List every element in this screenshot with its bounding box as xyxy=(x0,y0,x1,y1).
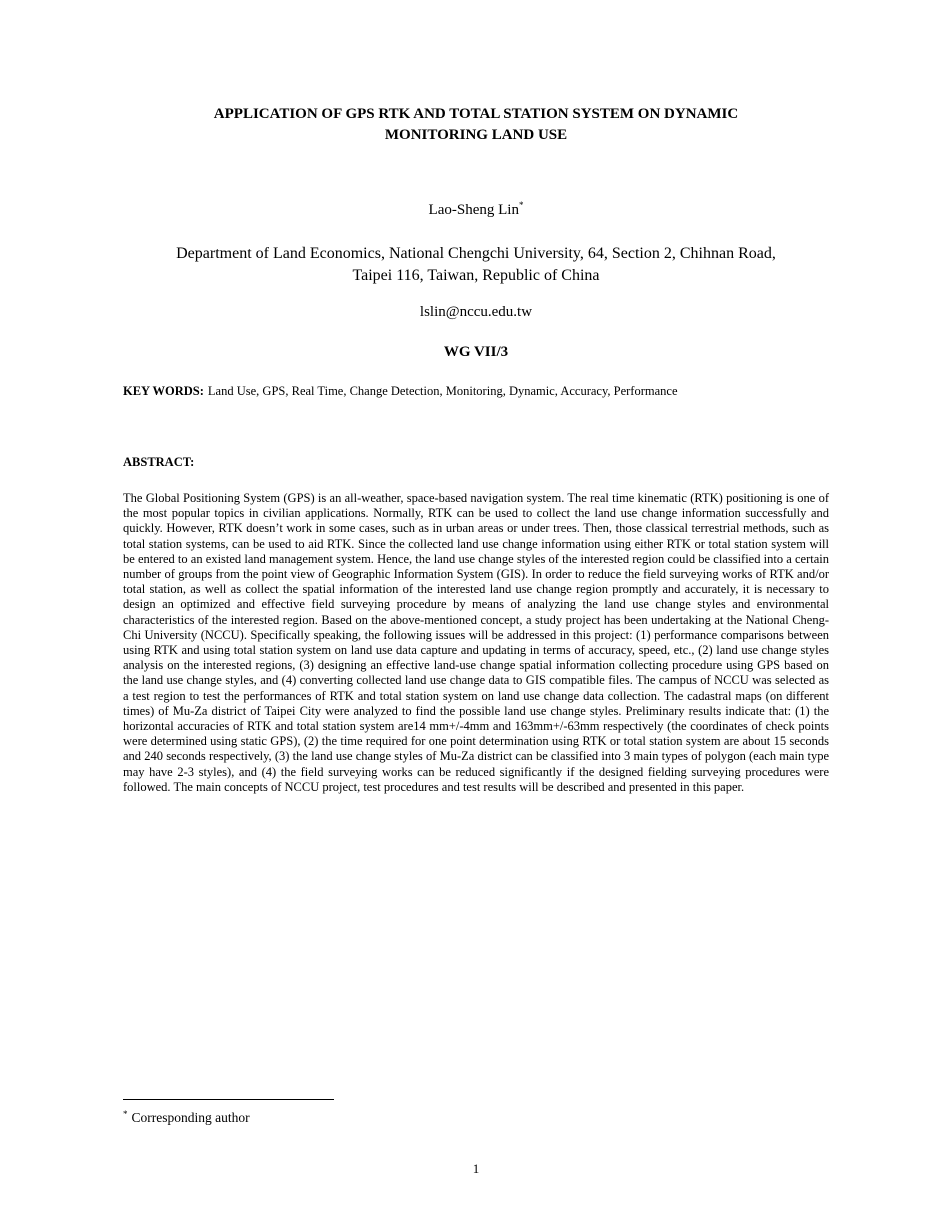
paper-title xyxy=(0,104,952,146)
footnote-marker: * xyxy=(123,1108,128,1119)
author-email: lslin@nccu.edu.tw xyxy=(419,304,533,320)
affiliation-line-1: Department of Land Economics, National Chengchi University, 64, Section 2, Chihnan Road, xyxy=(176,245,776,262)
keywords-label: KEY WORDS: xyxy=(123,384,204,398)
footnote xyxy=(123,1110,250,1126)
affiliation-line-2: Taipei 116, Taiwan, Republic of China xyxy=(352,266,600,284)
footnote-divider xyxy=(123,1099,334,1100)
keywords-text: Land Use, GPS, Real Time, Change Detection, Monitoring, Dynamic, Accuracy, Performance xyxy=(207,384,678,398)
abstract-text: The Global Positioning System (GPS) is an all-weather, space-based navigation system. The real time kinematic (RTK) positioning is one of the most popular topics in civilian applications. Normally, RTK can be used to collect the land use change information successfully and quickly. However, RTK doesn’t work in some cases, such as in urban areas or under trees. Then, those classical terrestrial methods, such as total station systems, can be used to aid RTK. Since the collected land use change information using either RTK or total station system will be entered to an existed land management system. Hence, the land use change styles of the interested region could be classified into a certain number of groups from the point view of Geographic Information System (GIS). In order to reduce the field surveying works of RTK and/or total station, as well as collect the spatial information of the interested land use change region promptly and accurately, it is necessary to design an optimized and effective field surveying procedure by means of analyzing the land use change styles and environmental characteristics of the interested region. Based on the above-mentioned concept, a study project has been undertaking at the National Cheng-Chi University (NCCU). Specifically speaking, the following issues will be addressed in this project: (1) performance comparisons between using RTK and using total station system on land use data capture and updating in terms of accuracy, speed, etc., (2) land use change styles analysis on the interested regions, (3) designing an effective land-use change spatial information collecting procedure using GPS based on the land use change styles, and (4) converting collected land use change data to GIS compatible files. The campus of NCCU was selected as a test region to test the performances of RTK and total station system on land use change data collection. The cadastral maps (on different times) of Mu-Za district of Taipei City were analyzed to find the possible land use change styles. Preliminary results indicate that: (1) the horizontal accuracies of RTK and total station system are14 mm+/-4mm and 163mm+/-63mm respectively (the coordinates of check points were determined using static GPS), (2) the time required for one point determination using RTK or total station system are about 15 seconds and 240 seconds respectively, (3) the land use change styles of Mu-Za district can be classified into 3 main types of polygon (each main type may have 2-3 styles), and (4) the field surveying works can be reduced significantly if the designed fielding surveying procedures were followed. The main concepts of NCCU project, test procedures and test results will be described and presented in this paper. xyxy=(123,491,829,794)
author-line xyxy=(0,202,952,219)
paper-title-line-1: APPLICATION OF GPS RTK AND TOTAL STATION SYSTEM ON DYNAMIC xyxy=(213,106,739,122)
affiliation xyxy=(0,243,952,286)
keywords-line xyxy=(123,384,829,399)
footnote-text: Corresponding author xyxy=(131,1110,250,1125)
author-footnote-marker: * xyxy=(518,200,524,210)
abstract-label: ABSTRACT: xyxy=(123,455,195,469)
author-name: Lao-Sheng Lin xyxy=(428,202,519,218)
working-group: WG VII/3 xyxy=(443,344,509,360)
paper-title-line-2: MONITORING LAND USE xyxy=(384,127,568,143)
page-number: 1 xyxy=(472,1161,480,1176)
